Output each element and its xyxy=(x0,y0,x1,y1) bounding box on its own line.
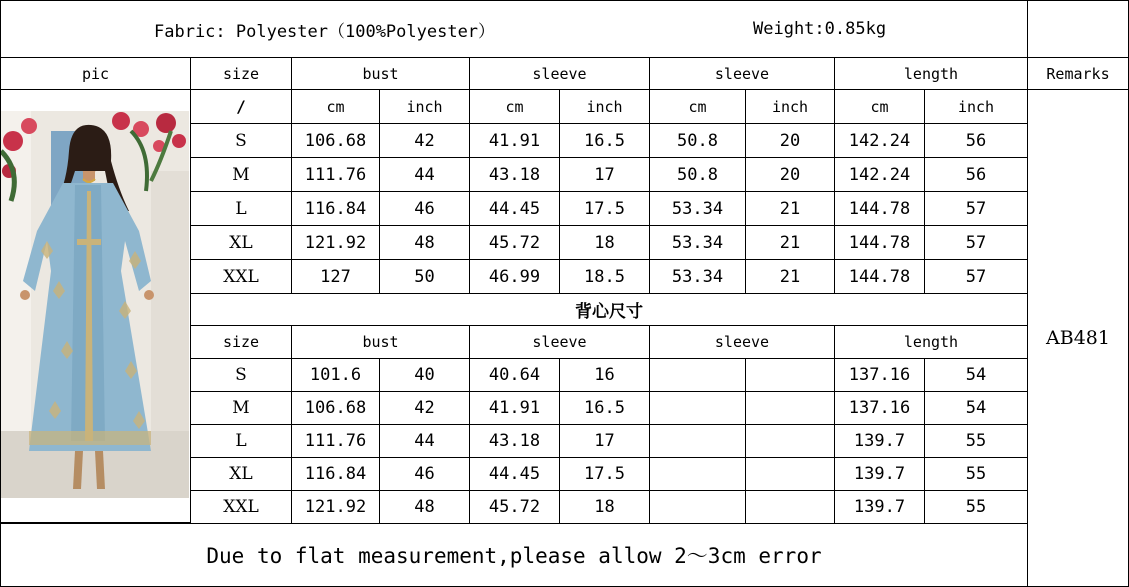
bust-cm-cell: 111.76 xyxy=(291,424,380,458)
sleeve-cm-cell: 44.45 xyxy=(469,457,560,491)
bust-inch-cell: 50 xyxy=(379,259,470,294)
empty-cell xyxy=(745,358,835,392)
sleeve-cm-cell: 43.18 xyxy=(469,157,560,192)
length-inch-cell: 55 xyxy=(924,424,1028,458)
sleeve2-inch-cell: 21 xyxy=(745,191,835,226)
bust-inch-cell: 42 xyxy=(379,391,470,425)
col-length: length xyxy=(834,57,1028,90)
length-inch-cell: 57 xyxy=(924,225,1028,260)
length-cm-cell: 142.24 xyxy=(834,157,925,192)
sleeve2-inch-cell: 21 xyxy=(745,259,835,294)
col-sleeve-2: sleeve xyxy=(649,57,835,90)
col-size: size xyxy=(190,57,292,90)
sleeve-inch-cell: 18 xyxy=(559,225,650,260)
sleeve-inch-cell: 17.5 xyxy=(559,457,650,491)
sleeve-cm-cell: 46.99 xyxy=(469,259,560,294)
bust-inch-cell: 40 xyxy=(379,358,470,392)
section2-col-size: size xyxy=(190,325,292,359)
sleeve2-cm-cell: 53.34 xyxy=(649,191,746,226)
bust-inch-cell: 48 xyxy=(379,225,470,260)
size-cell: L xyxy=(190,424,292,458)
bust-cm-cell: 116.84 xyxy=(291,457,380,491)
unit-bust-inch: inch xyxy=(379,89,470,124)
sleeve-cm-cell: 41.91 xyxy=(469,391,560,425)
size-cell: XL xyxy=(190,225,292,260)
size-cell: L xyxy=(190,191,292,226)
unit-sleeve1-inch: inch xyxy=(559,89,650,124)
bust-cm-cell: 116.84 xyxy=(291,191,380,226)
length-inch-cell: 55 xyxy=(924,490,1028,524)
sleeve2-inch-cell: 20 xyxy=(745,123,835,158)
empty-cell xyxy=(649,391,746,425)
section2-title: 背心尺寸 xyxy=(190,293,1028,326)
length-cm-cell: 137.16 xyxy=(834,391,925,425)
sleeve-cm-cell: 45.72 xyxy=(469,490,560,524)
sleeve-cm-cell: 45.72 xyxy=(469,225,560,260)
empty-cell xyxy=(649,490,746,524)
bust-cm-cell: 101.6 xyxy=(291,358,380,392)
unit-length-inch: inch xyxy=(924,89,1028,124)
empty-cell xyxy=(745,457,835,491)
size-cell: S xyxy=(190,358,292,392)
col-sleeve-1: sleeve xyxy=(469,57,650,90)
length-inch-cell: 57 xyxy=(924,259,1028,294)
length-cm-cell: 137.16 xyxy=(834,358,925,392)
fabric-text: Fabric: Polyester（100%Polyester） xyxy=(154,21,496,42)
sleeve-inch-cell: 18 xyxy=(559,490,650,524)
col-bust: bust xyxy=(291,57,470,90)
length-inch-cell: 54 xyxy=(924,358,1028,392)
size-cell: M xyxy=(190,157,292,192)
weight-text: Weight:0.85kg xyxy=(753,19,887,39)
sleeve2-cm-cell: 50.8 xyxy=(649,157,746,192)
empty-cell xyxy=(745,490,835,524)
length-cm-cell: 144.78 xyxy=(834,225,925,260)
empty-cell xyxy=(649,358,746,392)
sleeve2-cm-cell: 50.8 xyxy=(649,123,746,158)
sleeve-inch-cell: 17 xyxy=(559,157,650,192)
bust-inch-cell: 44 xyxy=(379,157,470,192)
sleeve2-cm-cell: 53.34 xyxy=(649,259,746,294)
section2-col-sleeve-2: sleeve xyxy=(649,325,835,359)
sleeve-cm-cell: 44.45 xyxy=(469,191,560,226)
header-bar xyxy=(0,0,1028,58)
length-inch-cell: 56 xyxy=(924,157,1028,192)
size-cell: XL xyxy=(190,457,292,491)
bust-cm-cell: 121.92 xyxy=(291,490,380,524)
section2-col-length: length xyxy=(834,325,1028,359)
sleeve2-cm-cell: 53.34 xyxy=(649,225,746,260)
bust-cm-cell: 106.68 xyxy=(291,123,380,158)
unit-sleeve2-cm: cm xyxy=(649,89,746,124)
size-cell: M xyxy=(190,391,292,425)
empty-cell xyxy=(745,391,835,425)
sleeve-inch-cell: 16.5 xyxy=(559,123,650,158)
length-inch-cell: 56 xyxy=(924,123,1028,158)
length-cm-cell: 139.7 xyxy=(834,424,925,458)
length-inch-cell: 55 xyxy=(924,457,1028,491)
sleeve2-inch-cell: 21 xyxy=(745,225,835,260)
bust-inch-cell: 46 xyxy=(379,191,470,226)
footer-note: Due to flat measurement,please allow 2～3cm error xyxy=(0,523,1028,587)
col-pic: pic xyxy=(0,57,191,90)
unit-length-cm: cm xyxy=(834,89,925,124)
sleeve-inch-cell: 17.5 xyxy=(559,191,650,226)
sleeve-cm-cell: 41.91 xyxy=(469,123,560,158)
bust-cm-cell: 106.68 xyxy=(291,391,380,425)
section2-col-bust: bust xyxy=(291,325,470,359)
size-cell: XXL xyxy=(190,490,292,524)
bust-cm-cell: 111.76 xyxy=(291,157,380,192)
unit-bust-cm: cm xyxy=(291,89,380,124)
section2-col-sleeve-1: sleeve xyxy=(469,325,650,359)
sleeve2-inch-cell: 20 xyxy=(745,157,835,192)
sleeve-inch-cell: 18.5 xyxy=(559,259,650,294)
sleeve-inch-cell: 16 xyxy=(559,358,650,392)
length-cm-cell: 144.78 xyxy=(834,259,925,294)
sleeve-cm-cell: 40.64 xyxy=(469,358,560,392)
unit-sleeve1-cm: cm xyxy=(469,89,560,124)
size-cell: XXL xyxy=(190,259,292,294)
length-inch-cell: 57 xyxy=(924,191,1028,226)
sleeve-cm-cell: 43.18 xyxy=(469,424,560,458)
length-cm-cell: 144.78 xyxy=(834,191,925,226)
sleeve-inch-cell: 17 xyxy=(559,424,650,458)
bust-inch-cell: 44 xyxy=(379,424,470,458)
length-cm-cell: 139.7 xyxy=(834,457,925,491)
unit-sleeve2-inch: inch xyxy=(745,89,835,124)
empty-cell xyxy=(649,457,746,491)
sleeve-inch-cell: 16.5 xyxy=(559,391,650,425)
col-remarks: Remarks xyxy=(1027,57,1129,90)
bust-cm-cell: 121.92 xyxy=(291,225,380,260)
bust-cm-cell: 127 xyxy=(291,259,380,294)
length-inch-cell: 54 xyxy=(924,391,1028,425)
remarks-value: AB481 xyxy=(1027,89,1129,587)
length-cm-cell: 139.7 xyxy=(834,490,925,524)
header-corner xyxy=(1027,0,1129,58)
empty-cell xyxy=(745,424,835,458)
bust-inch-cell: 48 xyxy=(379,490,470,524)
bust-inch-cell: 46 xyxy=(379,457,470,491)
unit-size: / xyxy=(190,89,292,124)
bust-inch-cell: 42 xyxy=(379,123,470,158)
size-cell: S xyxy=(190,123,292,158)
model-photo-icon xyxy=(1,111,189,498)
empty-cell xyxy=(649,424,746,458)
length-cm-cell: 142.24 xyxy=(834,123,925,158)
